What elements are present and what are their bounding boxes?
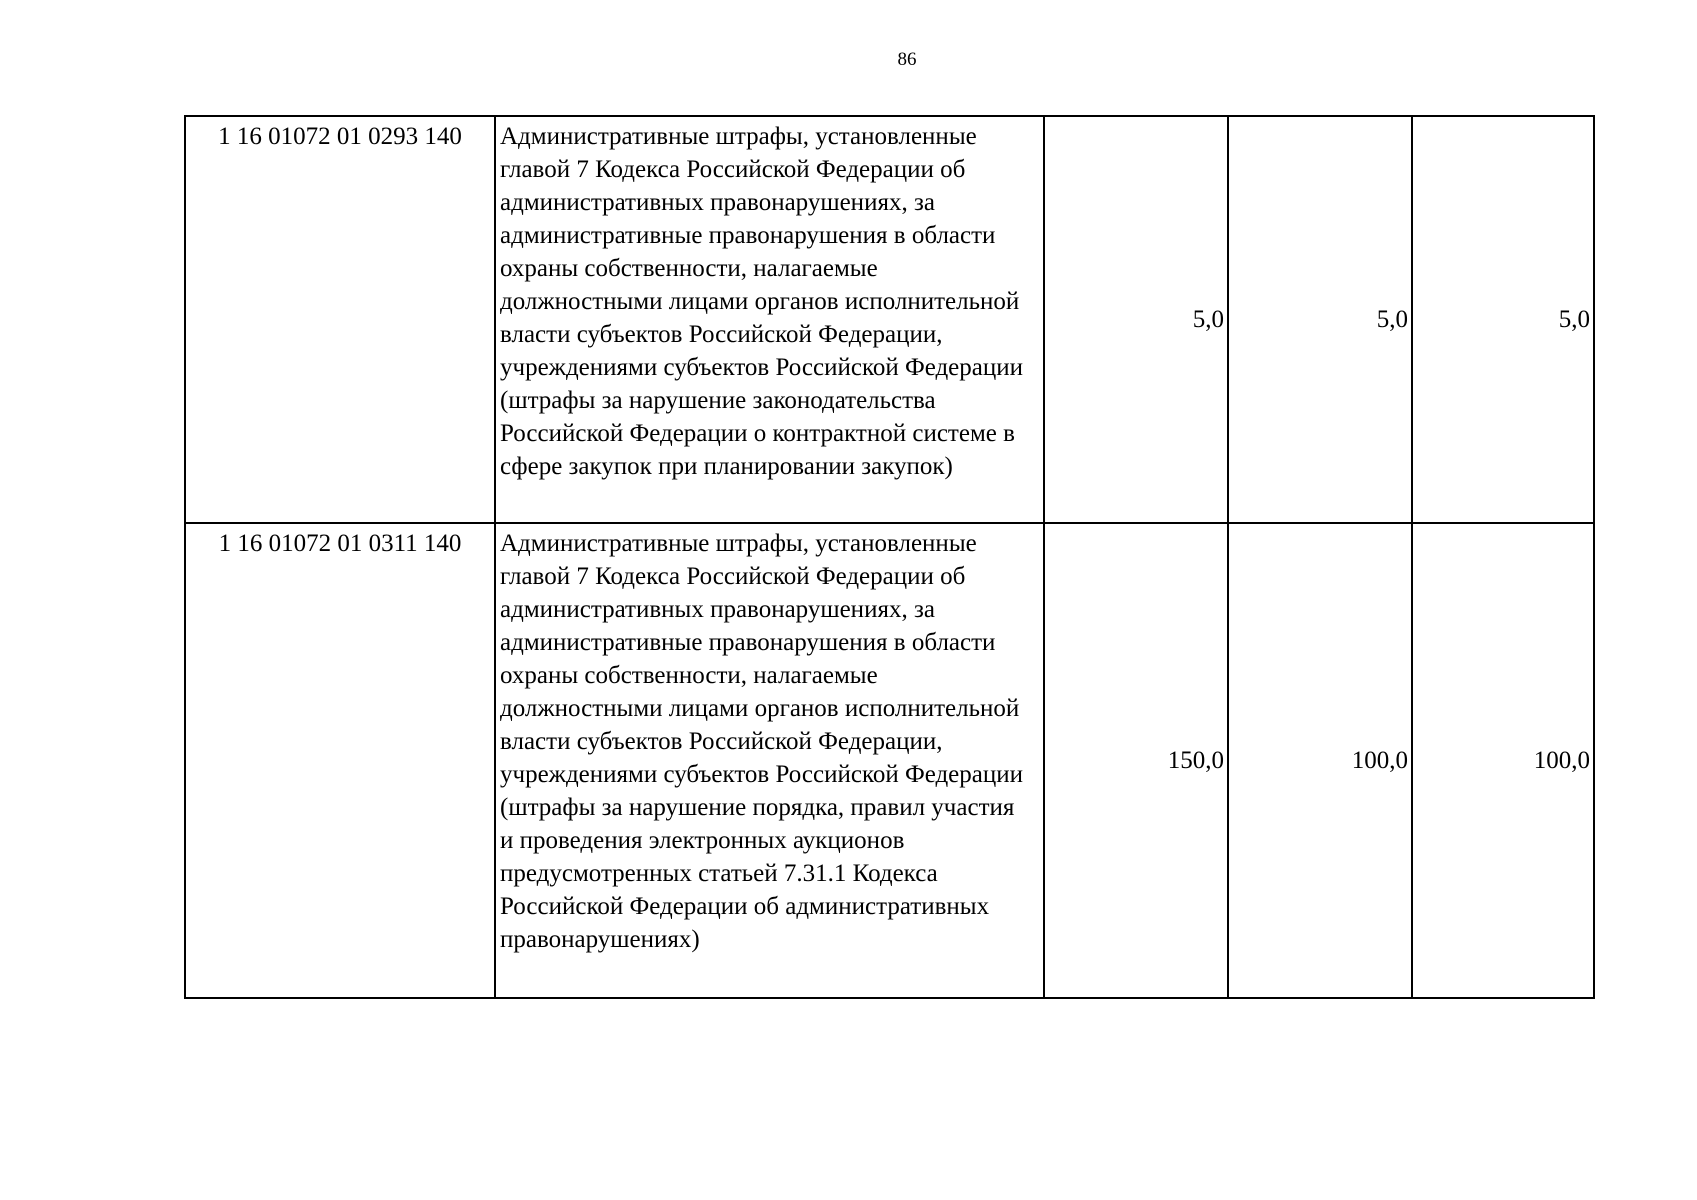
amount-cell-year-3: 5,0: [1412, 116, 1594, 523]
page-number: 86: [897, 49, 917, 70]
revenue-code-cell: 1 16 01072 01 0311 140: [185, 523, 495, 998]
amount-cell-year-2: 5,0: [1228, 116, 1412, 523]
budget-revenue-table: [184, 115, 1595, 999]
revenue-code-cell: 1 16 01072 01 0293 140: [185, 116, 495, 523]
amount-cell-year-3: 100,0: [1412, 523, 1594, 998]
amount-cell-year-1: 150,0: [1044, 523, 1228, 998]
amount-cell-year-1: 5,0: [1044, 116, 1228, 523]
table-row: [185, 523, 1594, 998]
revenue-description-cell: Административные штрафы, установленные главой 7 Кодекса Российской Федерации об административных правонарушениях, за административные правонарушения в области охраны собственности, налагаемые должностными лицами органов исполнительной власти субъектов Российской Федерации, учреждениями субъектов Российской Федерации (штрафы за нарушение законодательства Российской Федерации о контрактной системе в сфере закупок при планировании закупок): [495, 116, 1044, 523]
revenue-description-cell: Административные штрафы, установленные главой 7 Кодекса Российской Федерации об административных правонарушениях, за административные правонарушения в области охраны собственности, налагаемые должностными лицами органов исполнительной власти субъектов Российской Федерации, учреждениями субъектов Российской Федерации (штрафы за нарушение порядка, правил участия и проведения электронных аукционов предусмотренных статьей 7.31.1 Кодекса Российской Федерации об административных правонарушениях): [495, 523, 1044, 998]
table-row: [185, 116, 1594, 523]
amount-cell-year-2: 100,0: [1228, 523, 1412, 998]
